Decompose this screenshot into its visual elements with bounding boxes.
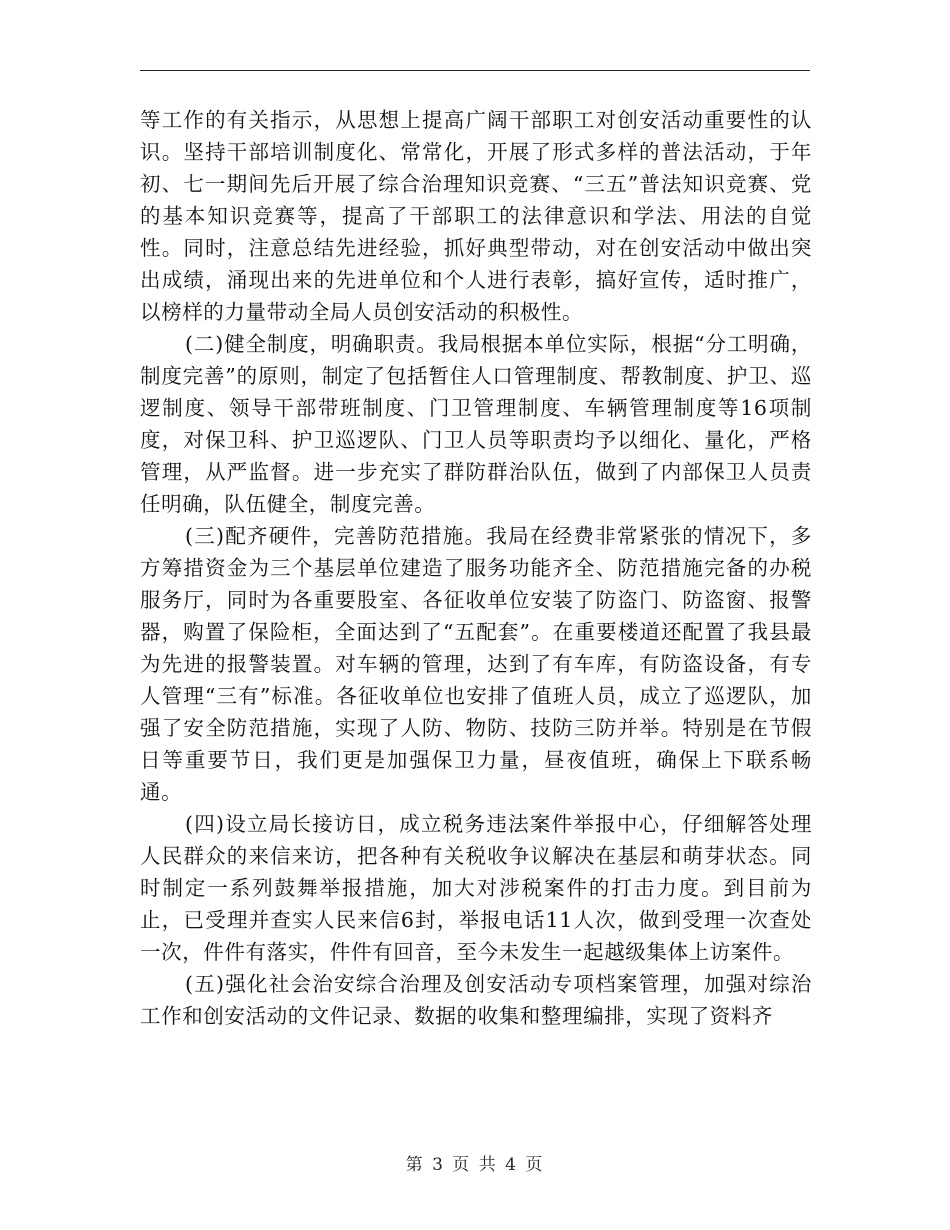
paragraph-section-3: (三)配齐硬件，完善防范措施。我局在经费非常紧张的情况下，多方筹措资金为三个基层单位建造了服务功能齐全、防范措施完备的办税服务厅，同时为各重要股室、各征收单位安装了防盗门、防盗窗、报警器，购置了保险柜，全面达到了“五配套”。在重要楼道还配置了我县最为先进的报警装置。对车辆的管理，达到了有车库，有防盗设备，有专人管理“三有”标准。各征收单位也安排了值班人员，成立了巡逻队，加强了安全防范措施，实现了人防、物防、技防三防并举。特别是在节假日等重要节日，我们更是加强保卫力量，昼夜值班，确保上下联系畅通。 bbox=[140, 524, 812, 804]
paragraph-continuation: 等工作的有关指示，从思想上提高广阔干部职工对创安活动重要性的认识。坚持干部培训制度化、常常化，开展了形式多样的普法活动，于年初、七一期间先后开展了综合治理知识竞赛、“三五”普法知识竞赛、党的基本知识竞赛等，提高了干部职工的法律意识和学法、用法的自觉性。同时，注意总结先进经验，抓好典型带动，对在创安活动中做出突出成绩，涌现出来的先进单位和个人进行表彰，搞好宣传，适时推广，以榜样的力量带动全局人员创安活动的积极性。 bbox=[140, 108, 812, 324]
header-rule bbox=[140, 70, 810, 71]
page-number-footer: 第 3 页 共 4 页 bbox=[405, 1155, 545, 1175]
paragraph-section-2: (二)健全制度，明确职责。我局根据本单位实际，根据“分工明确，制度完善”的原则，制定了包括暂住人口管理制度、帮教制度、护卫、巡逻制度、领导干部带班制度、门卫管理制度、车辆管理制度等16项制度，对保卫科、护卫巡逻队、门卫人员等职责均予以细化、量化，严格管理，从严监督。进一步充实了群防群治队伍，做到了内部保卫人员责任明确，队伍健全，制度完善。 bbox=[140, 332, 812, 516]
paragraph-section-5: (五)强化社会治安综合治理及创安活动专项档案管理，加强对综治工作和创安活动的文件记录、数据的收集和整理编排，实现了资料齐 bbox=[140, 972, 812, 1028]
document-body bbox=[140, 104, 812, 1032]
paragraph-section-4: (四)设立局长接访日，成立税务违法案件举报中心，仔细解答处理人民群众的来信来访，把各种有关税收争议解决在基层和萌芽状态。同时制定一系列鼓舞举报措施，加大对涉税案件的打击力度。到目前为止，已受理并查实人民来信6封，举报电话11人次，做到受理一次查处一次，件件有落实，件件有回音，至今未发生一起越级集体上访案件。 bbox=[140, 812, 812, 964]
